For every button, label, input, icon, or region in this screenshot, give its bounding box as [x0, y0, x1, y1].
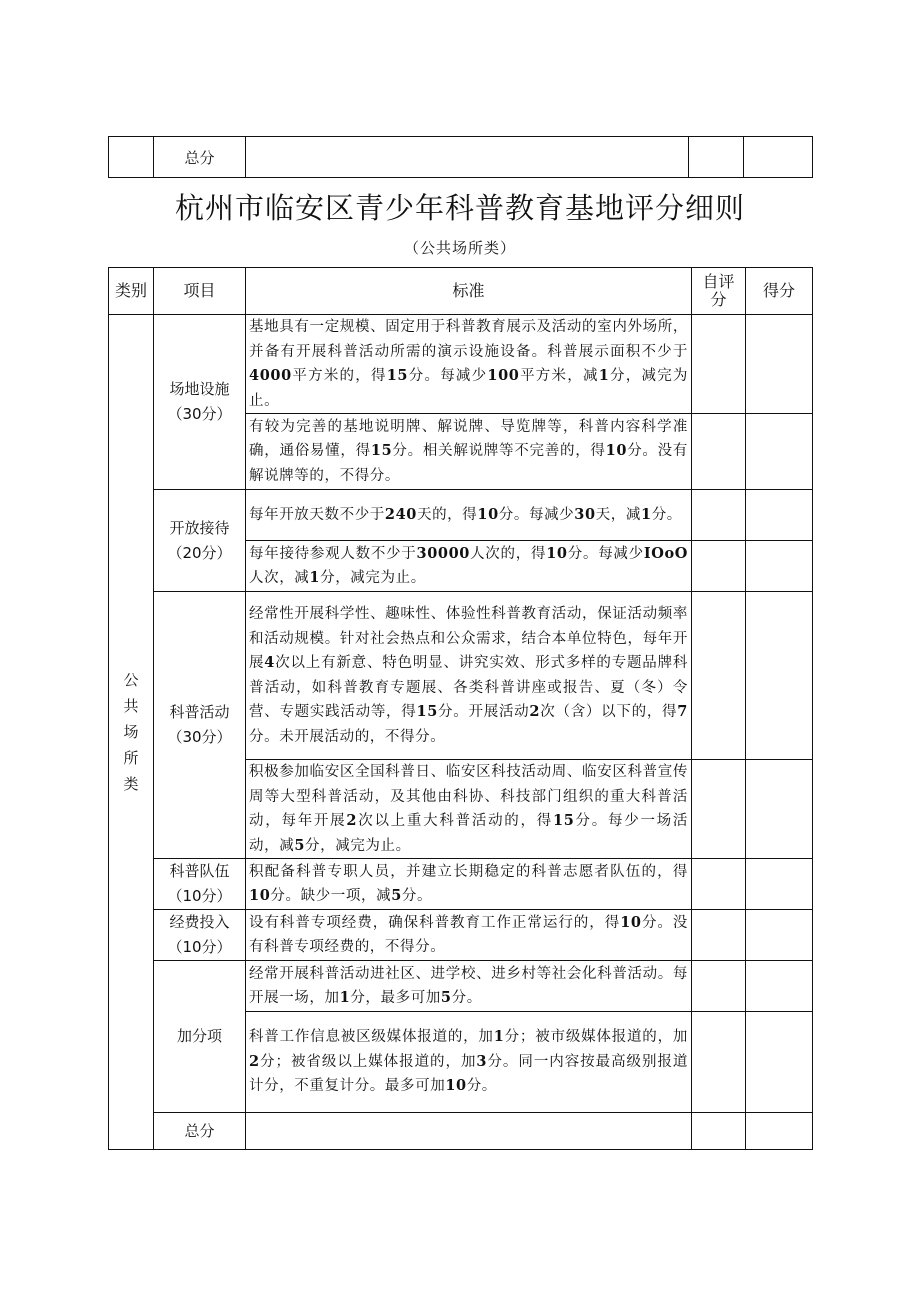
criterion-text: 经常开展科普活动进社区、进学校、进乡村等社会化科普活动。每开展一场，加1分，最多可加5分。	[246, 961, 692, 1012]
score-cell[interactable]	[746, 760, 813, 859]
item-name-team: 科普队伍（10分）	[154, 859, 246, 910]
self-score-total-cell[interactable]	[692, 1113, 746, 1150]
criterion-text: 设有科普专项经费，确保科普教育工作正常运行的，得10分。没有科普专项经费的，不得分。	[246, 910, 692, 961]
score-cell[interactable]	[746, 910, 813, 961]
header-score: 得分	[746, 268, 813, 315]
header-self-score	[692, 268, 746, 315]
criterion-text: 基地具有一定规模、固定用于科普教育展示及活动的室内外场所，并备有开展科普活动所需的演示设施设备。科普展示面积不少于4000平方米的，得15分。每减少100平方米，减1分，减完为止。	[246, 315, 692, 414]
self-score-cell[interactable]	[692, 760, 746, 859]
self-score-cell[interactable]	[692, 592, 746, 760]
criterion-text: 每年接待参观人数不少于30000人次的，得10分。每减少IOoO人次，减1分，减完为止。	[246, 541, 692, 592]
table-row	[109, 315, 813, 414]
previous-total-row	[109, 137, 813, 178]
table-row	[109, 592, 813, 760]
previous-total-label: 总分	[154, 137, 246, 178]
header-self-score-text: 自评分	[702, 272, 735, 309]
self-score-cell[interactable]	[692, 859, 746, 910]
criterion-text: 有较为完善的基地说明牌、解说牌、导览牌等，科普内容科学准确，通俗易懂，得15分。相关解说牌等不完善的，得10分。没有解说牌等的，不得分。	[246, 414, 692, 490]
table-row	[109, 490, 813, 541]
score-cell[interactable]	[746, 414, 813, 490]
empty-cell	[246, 137, 689, 178]
table-row	[109, 961, 813, 1012]
header-item: 项目	[154, 268, 246, 315]
table-header-row	[109, 268, 813, 315]
score-cell[interactable]	[746, 541, 813, 592]
criterion-text: 经常性开展科学性、趣味性、体验性科普教育活动，保证活动频率和活动规模。针对社会热点和公众需求，结合本单位特色，每年开展4次以上有新意、特色明显、讲究实效、形式多样的专题品牌科普活动，如科普教育专题展、各类科普讲座或报告、夏（冬）令营、专题实践活动等，得15分。开展活动2次（含）以下的，得7分。未开展活动的，不得分。	[246, 592, 692, 760]
score-cell[interactable]	[746, 859, 813, 910]
criterion-text: 科普工作信息被区级媒体报道的，加1分；被市级媒体报道的，加2分；被省级以上媒体报道的，加3分。同一内容按最高级别报道计分，不重复计分。最多可加10分。	[246, 1012, 692, 1113]
self-score-cell[interactable]	[692, 1012, 746, 1113]
header-standard: 标准	[246, 268, 692, 315]
score-cell[interactable]	[746, 961, 813, 1012]
table-row	[109, 910, 813, 961]
score-cell[interactable]	[746, 1012, 813, 1113]
table-row	[109, 859, 813, 910]
self-score-cell[interactable]	[692, 414, 746, 490]
criterion-text: 积配备科普专职人员，并建立长期稳定的科普志愿者队伍的，得10分。缺少一项，减5分。	[246, 859, 692, 910]
self-score-cell[interactable]	[692, 490, 746, 541]
total-label: 总分	[154, 1113, 246, 1150]
criterion-text: 每年开放天数不少于240天的，得10分。每减少30天，减1分。	[246, 490, 692, 541]
total-row	[109, 1113, 813, 1150]
empty-cell	[689, 137, 744, 178]
category-label: 公共场所类	[123, 671, 139, 793]
page-title: 杭州市临安区青少年科普教育基地评分细则	[174, 191, 745, 225]
item-name-opening: 开放接待（20分）	[154, 490, 246, 592]
scoring-table	[108, 267, 813, 1150]
self-score-cell[interactable]	[692, 961, 746, 1012]
score-cell[interactable]	[746, 315, 813, 414]
item-name-funding: 经费投入（10分）	[154, 910, 246, 961]
empty-cell	[109, 137, 154, 178]
empty-cell	[744, 137, 813, 178]
self-score-cell[interactable]	[692, 541, 746, 592]
score-cell[interactable]	[746, 592, 813, 760]
item-name-venue: 场地设施（30分）	[154, 315, 246, 490]
self-score-cell[interactable]	[692, 315, 746, 414]
category-cell	[109, 315, 154, 1150]
item-name-activities: 科普活动（30分）	[154, 592, 246, 859]
empty-cell	[246, 1113, 692, 1150]
self-score-cell[interactable]	[692, 910, 746, 961]
previous-page-table	[108, 136, 813, 178]
criterion-text: 积极参加临安区全国科普日、临安区科技活动周、临安区科普宣传周等大型科普活动，及其他由科协、科技部门组织的重大科普活动，每年开展2次以上重大科普活动的，得15分。每少一场活动，减5分，减完为止。	[246, 760, 692, 859]
page-subtitle: （公共场所类）	[403, 239, 516, 257]
score-cell[interactable]	[746, 490, 813, 541]
item-name-bonus: 加分项	[154, 961, 246, 1113]
score-total-cell[interactable]	[746, 1113, 813, 1150]
header-category: 类别	[109, 268, 154, 315]
